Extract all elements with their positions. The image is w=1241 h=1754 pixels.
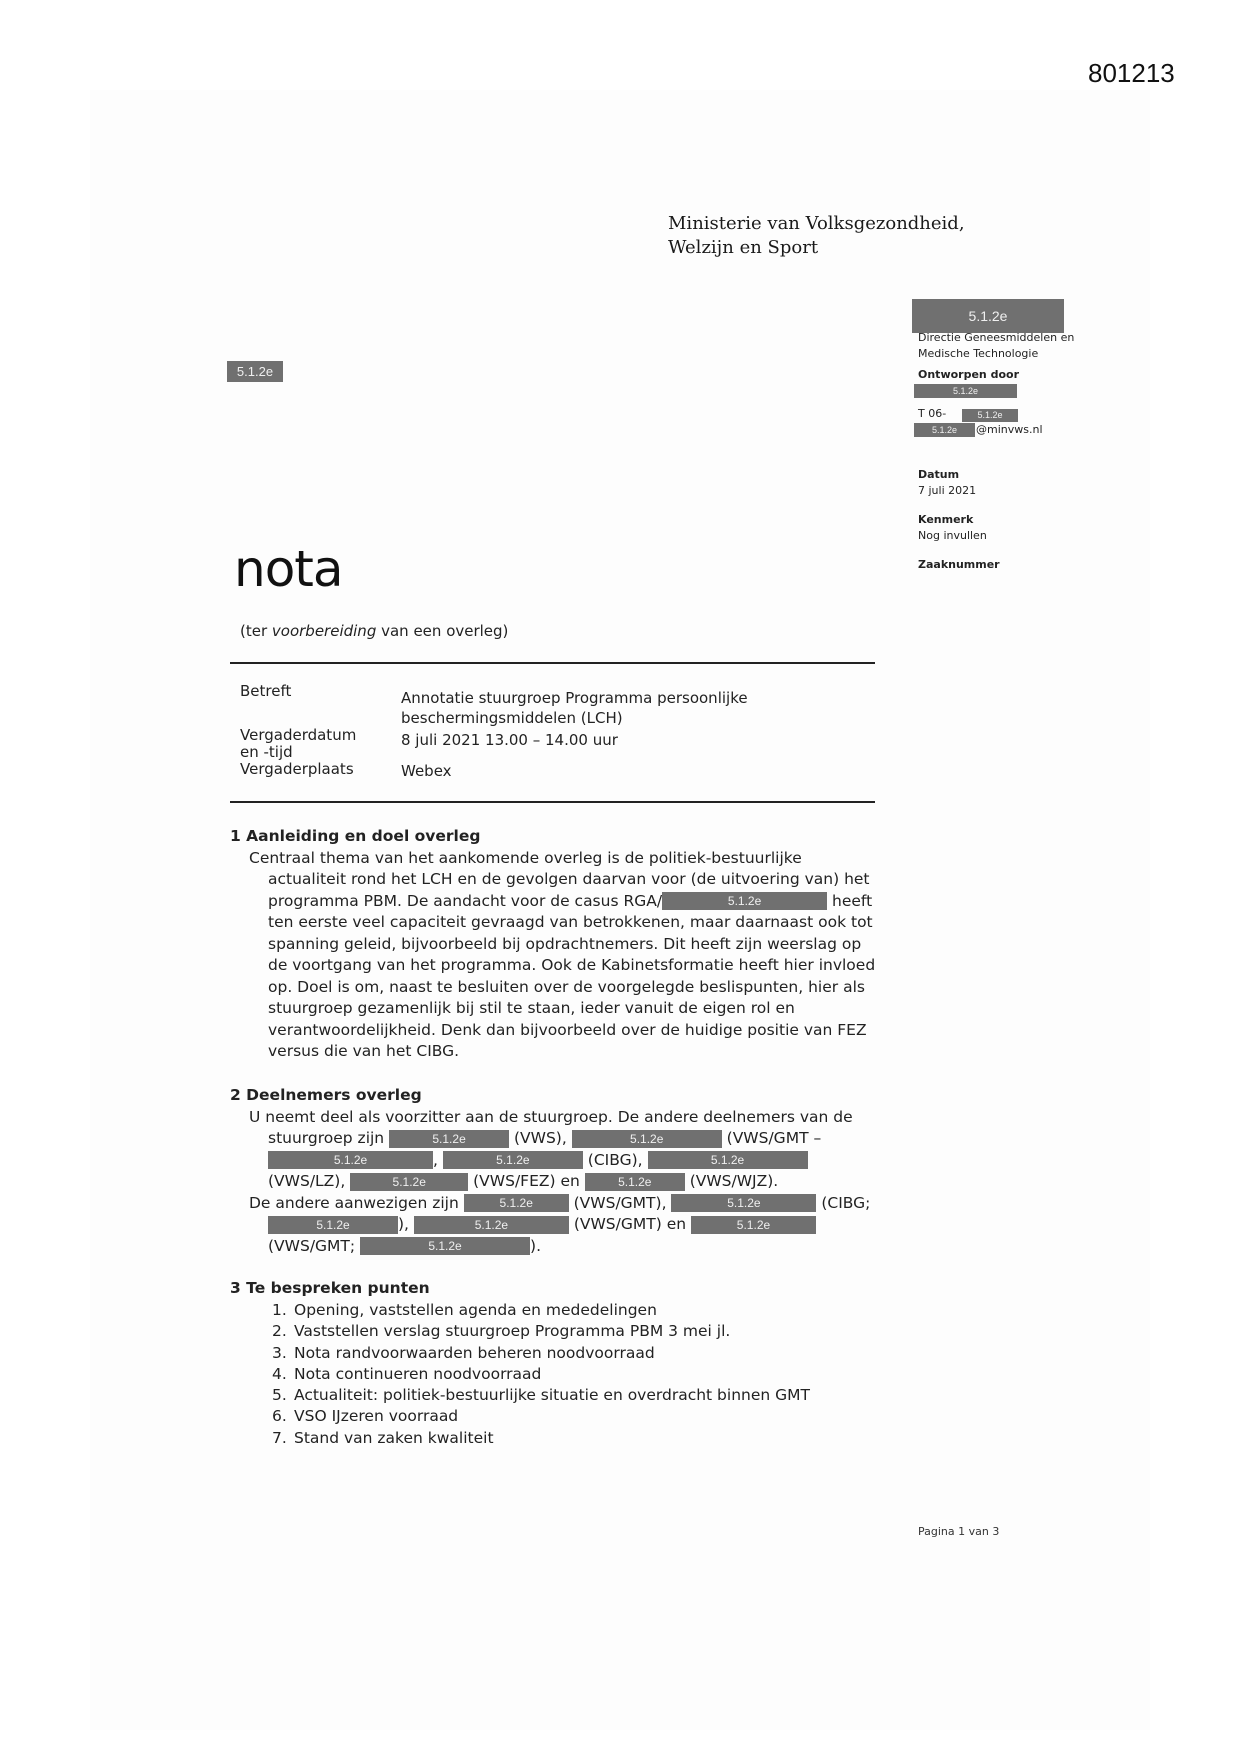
text-span: (VWS/LZ), xyxy=(268,1172,351,1190)
text-span: (VWS/GMT) en xyxy=(568,1215,691,1233)
page-number: Pagina 1 van 3 xyxy=(918,1525,1000,1538)
text-span: (CIBG), xyxy=(582,1150,648,1169)
section-1-line: Centraal thema van het aankomende overleg is de politiek-bestuurlijke xyxy=(249,848,802,867)
agenda-num: 6. xyxy=(272,1407,287,1426)
redaction-email: 5.1.2e xyxy=(914,423,975,437)
date-label: Datum xyxy=(918,468,960,481)
section-2-line xyxy=(230,1236,910,1258)
section-1-line: verantwoordelijkheid. Denk dan bijvoorbeeld over de huidige positie van FEZ xyxy=(268,1020,867,1039)
meeting-date-value: 8 juli 2021 13.00 – 14.00 uur xyxy=(401,731,618,749)
document-title: nota xyxy=(234,540,343,598)
redaction: 5.1.2e xyxy=(572,1130,722,1148)
agenda-item xyxy=(272,1364,810,1385)
redaction: 5.1.2e xyxy=(389,1130,509,1148)
redaction-designer: 5.1.2e xyxy=(914,384,1017,398)
department-line2: Medische Technologie xyxy=(918,347,1039,360)
agenda-item xyxy=(272,1428,810,1449)
section-1-line: de voortgang van het programma. Ook de Kabinetsformatie heeft hier invloed xyxy=(268,956,876,974)
redaction-addressee: 5.1.2e xyxy=(227,361,283,382)
agenda-item xyxy=(272,1406,810,1427)
document-id: 801213 xyxy=(1088,58,1175,88)
section-2-line xyxy=(230,1150,910,1172)
redaction: 5.1.2e xyxy=(268,1151,433,1169)
agenda-text: Opening, vaststellen agenda en mededelingen xyxy=(294,1301,657,1319)
section-1 xyxy=(230,826,910,1063)
document-subtitle xyxy=(240,622,508,640)
agenda-item xyxy=(272,1321,810,1342)
agenda-text: VSO IJzeren voorraad xyxy=(294,1407,459,1426)
text-span: (VWS/GMT), xyxy=(568,1193,672,1212)
letterhead xyxy=(668,212,965,260)
case-number-block xyxy=(918,558,1000,571)
section-1-line: spanning geleid, bijvoorbeeld bij opdrachtnemers. Dit heeft zijn weerslag op xyxy=(268,934,862,953)
redaction: 5.1.2e xyxy=(414,1216,569,1234)
designed-by xyxy=(918,368,1019,381)
section-1-line: versus die van het CIBG. xyxy=(268,1042,460,1060)
reference-value: Nog invullen xyxy=(918,529,987,542)
section-1-heading: 1 Aanleiding en doel overleg xyxy=(230,827,481,845)
text-span: programma PBM. De aandacht voor de casus RGA/ xyxy=(268,891,663,910)
date-value: 7 juli 2021 xyxy=(918,484,977,497)
section-2-line xyxy=(230,1193,910,1215)
redaction: 5.1.2e xyxy=(662,892,827,910)
case-number-label: Zaaknummer xyxy=(918,558,1000,571)
phone xyxy=(918,407,946,420)
text-span: ), xyxy=(398,1215,414,1233)
redaction: 5.1.2e xyxy=(268,1216,398,1234)
divider-top xyxy=(230,662,875,664)
agenda-list xyxy=(272,1300,810,1449)
reference-label: Kenmerk xyxy=(918,513,974,526)
redaction: 5.1.2e xyxy=(691,1216,816,1234)
agenda-num: 4. xyxy=(272,1364,287,1383)
agenda-item xyxy=(272,1343,810,1364)
agenda-num: 2. xyxy=(272,1322,287,1341)
redaction: 5.1.2e xyxy=(443,1151,583,1169)
subject-value xyxy=(401,688,748,728)
section-1-line: ten eerste veel capaciteit gevraagd van betrokkenen, maar daarnaast ook tot xyxy=(268,913,873,931)
text-span: , xyxy=(433,1150,443,1169)
agenda-num: 1. xyxy=(272,1301,287,1319)
section-1-line xyxy=(230,891,910,913)
redaction: 5.1.2e xyxy=(585,1173,685,1191)
meeting-place-value: Webex xyxy=(401,762,452,780)
redaction: 5.1.2e xyxy=(360,1237,530,1255)
text-span: (VWS), xyxy=(509,1129,572,1147)
section-2-line xyxy=(230,1128,910,1150)
redaction: 5.1.2e xyxy=(671,1194,816,1212)
section-1-line: stuurgroep gezamenlijk bij stil te staan, ieder vanuit de eigen rol en xyxy=(268,999,795,1017)
section-2-line xyxy=(230,1171,910,1193)
section-2-line xyxy=(230,1214,910,1236)
meeting-date-label-line1: Vergaderdatum xyxy=(240,726,357,744)
agenda-text: Stand van zaken kwaliteit xyxy=(294,1428,494,1447)
date-block xyxy=(918,468,976,497)
department xyxy=(918,330,1074,362)
text-span: (VWS/GMT – xyxy=(721,1129,822,1147)
agenda-item xyxy=(272,1300,810,1321)
text-span: (CIBG; xyxy=(816,1193,871,1212)
text-span: stuurgroep zijn xyxy=(268,1129,390,1147)
section-2-heading: 2 Deelnemers overleg xyxy=(230,1086,422,1104)
divider-bottom xyxy=(230,801,875,803)
agenda-num: 5. xyxy=(272,1386,287,1405)
subject-label: Betreft xyxy=(240,682,292,700)
subtitle-prefix: (ter xyxy=(240,622,272,640)
phone-prefix: T 06- xyxy=(918,407,947,420)
subtitle-italic: voorbereiding xyxy=(271,622,377,640)
department-line1: Directie Geneesmiddelen en xyxy=(918,331,1075,344)
redaction: 5.1.2e xyxy=(464,1194,569,1212)
redaction-phone: 5.1.2e xyxy=(962,409,1018,422)
meeting-place-label: Vergaderplaats xyxy=(240,760,354,778)
text-span: (VWS/WJZ). xyxy=(684,1172,779,1190)
redaction: 5.1.2e xyxy=(648,1151,808,1169)
section-2-line: U neemt deel als voorzitter aan de stuurgroep. De andere deelnemers van de xyxy=(249,1107,853,1126)
redaction-sender: 5.1.2e xyxy=(912,299,1064,333)
agenda-num: 7. xyxy=(272,1428,287,1447)
section-1-line: op. Doel is om, naast te besluiten over de voorgelegde beslispunten, hier als xyxy=(268,977,865,996)
agenda-text: Vaststellen verslag stuurgroep Programma PBM 3 mei jl. xyxy=(294,1322,731,1341)
designed-by-label: Ontworpen door xyxy=(918,368,1019,381)
section-3 xyxy=(230,1278,910,1300)
text-span: (VWS/GMT; xyxy=(268,1236,361,1255)
letterhead-line1: Ministerie van Volksgezondheid, xyxy=(668,213,965,234)
section-2 xyxy=(230,1085,910,1257)
text-span: (VWS/FEZ) en xyxy=(468,1172,585,1190)
reference-block xyxy=(918,513,987,542)
agenda-text: Actualiteit: politiek-bestuurlijke situatie en overdracht binnen GMT xyxy=(294,1386,810,1405)
agenda-item xyxy=(272,1385,810,1406)
redaction: 5.1.2e xyxy=(350,1173,468,1191)
text-span: heeft xyxy=(827,891,873,910)
email-suffix: @minvws.nl xyxy=(976,423,1043,436)
subject-value-line1: Annotatie stuurgroep Programma persoonlijke xyxy=(401,689,748,707)
meeting-date-label xyxy=(240,727,356,778)
meeting-date-label-line2: en -tijd xyxy=(240,743,293,761)
letterhead-line2: Welzijn en Sport xyxy=(668,237,819,258)
section-3-heading: 3 Te bespreken punten xyxy=(230,1279,430,1297)
section-1-line: actualiteit rond het LCH en de gevolgen daarvan voor (de uitvoering van) het xyxy=(268,870,870,888)
agenda-num: 3. xyxy=(272,1343,287,1362)
text-span: ). xyxy=(530,1236,542,1255)
text-span: De andere aanwezigen zijn xyxy=(249,1193,464,1212)
subject-value-line2: beschermingsmiddelen (LCH) xyxy=(401,709,623,727)
agenda-text: Nota randvoorwaarden beheren noodvoorraad xyxy=(294,1343,655,1362)
subtitle-suffix: van een overleg) xyxy=(376,622,509,640)
agenda-text: Nota continueren noodvoorraad xyxy=(294,1364,542,1383)
